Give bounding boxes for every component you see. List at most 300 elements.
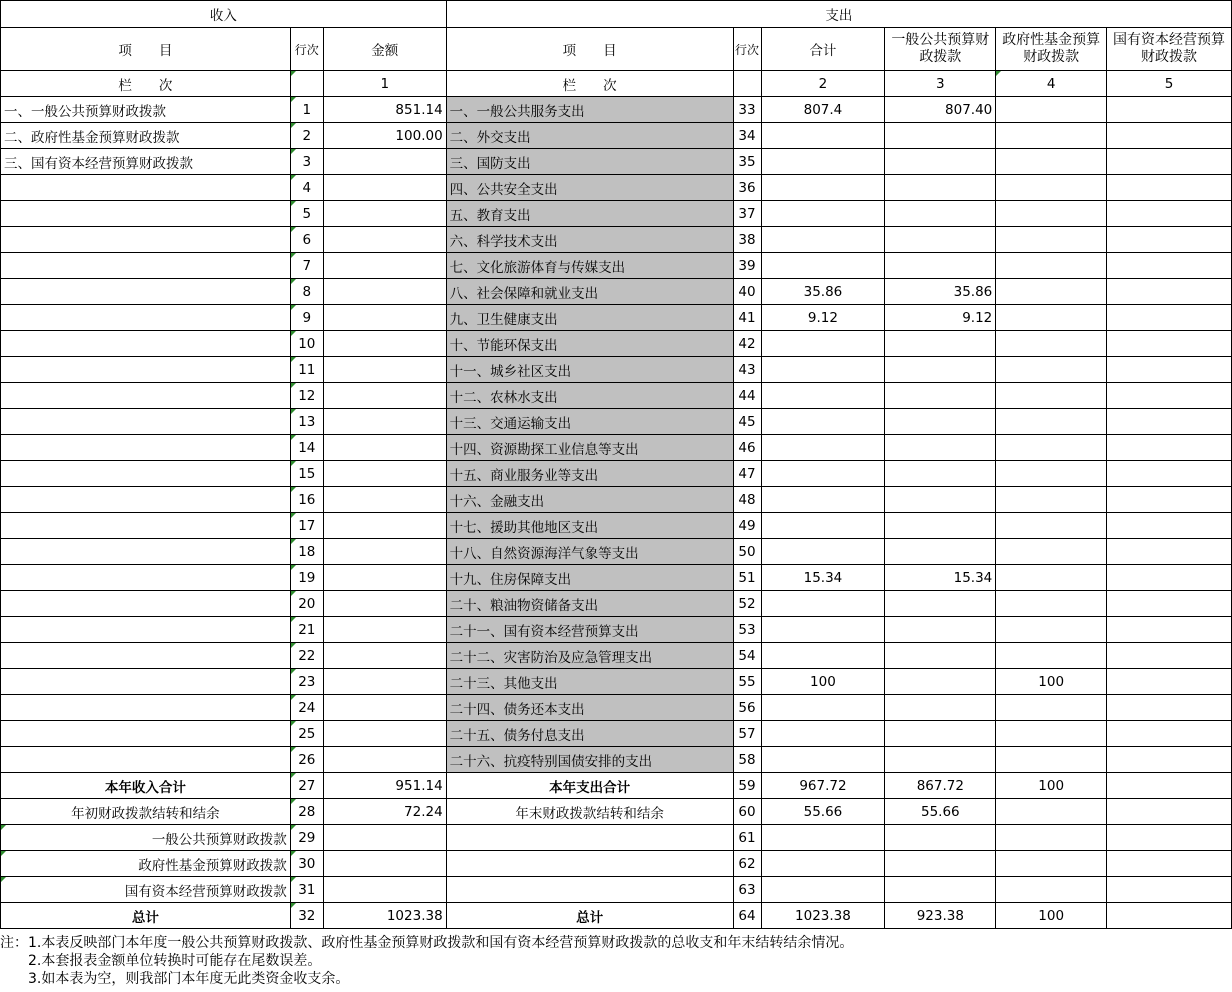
table-row xyxy=(1,331,1232,357)
income-amount xyxy=(323,513,446,539)
table-row xyxy=(1,201,1232,227)
summary-income-row-no: 31 xyxy=(290,877,323,903)
expense-general-budget xyxy=(885,617,996,643)
expense-row-no: 51 xyxy=(733,565,761,591)
expense-item: 八、社会保障和就业支出 xyxy=(446,279,733,305)
expense-item: 十七、援助其他地区支出 xyxy=(446,513,733,539)
expense-state-capital xyxy=(1107,643,1232,669)
income-amount xyxy=(323,357,446,383)
income-item: 二、政府性基金预算财政拨款 xyxy=(1,123,291,149)
table-row xyxy=(1,487,1232,513)
income-item xyxy=(1,357,291,383)
expense-row-no-header: 行次 xyxy=(733,28,761,71)
expense-state-capital xyxy=(1107,383,1232,409)
table-row xyxy=(1,175,1232,201)
expense-state-capital xyxy=(1107,721,1232,747)
expense-general-budget xyxy=(885,695,996,721)
summary-total: 967.72 xyxy=(761,773,885,799)
expense-total xyxy=(761,513,885,539)
summary-income-amount: 1023.38 xyxy=(323,903,446,929)
income-amount xyxy=(323,669,446,695)
expense-total xyxy=(761,227,885,253)
expense-gov-fund xyxy=(996,617,1107,643)
income-row-no: 12 xyxy=(290,383,323,409)
summary-state-capital xyxy=(1107,825,1232,851)
expense-total xyxy=(761,461,885,487)
expense-state-capital xyxy=(1107,461,1232,487)
expense-state-capital xyxy=(1107,539,1232,565)
expense-total: 807.4 xyxy=(761,97,885,123)
expense-row-no: 50 xyxy=(733,539,761,565)
expense-general-budget xyxy=(885,513,996,539)
expense-state-capital xyxy=(1107,487,1232,513)
expense-item: 二十一、国有资本经营预算支出 xyxy=(446,617,733,643)
expense-total xyxy=(761,591,885,617)
expense-row-no: 37 xyxy=(733,201,761,227)
table-row xyxy=(1,97,1232,123)
expense-gov-fund xyxy=(996,461,1107,487)
income-row-no: 13 xyxy=(290,409,323,435)
expense-gov-fund xyxy=(996,695,1107,721)
income-amount xyxy=(323,695,446,721)
expense-item: 三、国防支出 xyxy=(446,149,733,175)
expense-gov-fund xyxy=(996,565,1107,591)
expense-total xyxy=(761,539,885,565)
expense-total xyxy=(761,409,885,435)
summary-state-capital xyxy=(1107,773,1232,799)
summary-general-budget: 867.72 xyxy=(885,773,996,799)
income-item xyxy=(1,591,291,617)
income-item xyxy=(1,669,291,695)
summary-general-budget: 55.66 xyxy=(885,799,996,825)
expense-general-budget: 35.86 xyxy=(885,279,996,305)
income-amount xyxy=(323,201,446,227)
expense-state-capital xyxy=(1107,227,1232,253)
summary-total xyxy=(761,877,885,903)
income-amount xyxy=(323,409,446,435)
income-item: 三、国有资本经营预算财政拨款 xyxy=(1,149,291,175)
expense-gov-fund xyxy=(996,747,1107,773)
income-item xyxy=(1,279,291,305)
income-amount xyxy=(323,487,446,513)
summary-expense-item: 总计 xyxy=(446,903,733,929)
expense-row-no: 34 xyxy=(733,123,761,149)
expense-state-capital xyxy=(1107,279,1232,305)
state-capital-header: 国有资本经营预算财政拨款 xyxy=(1107,28,1232,71)
summary-expense-row-no: 63 xyxy=(733,877,761,903)
summary-gov-fund: 100 xyxy=(996,903,1107,929)
income-item xyxy=(1,305,291,331)
income-row-no: 9 xyxy=(290,305,323,331)
table-row xyxy=(1,461,1232,487)
expense-row-no: 40 xyxy=(733,279,761,305)
expense-state-capital xyxy=(1107,435,1232,461)
summary-row xyxy=(1,773,1232,799)
summary-row xyxy=(1,799,1232,825)
expense-general-budget xyxy=(885,487,996,513)
income-item xyxy=(1,487,291,513)
income-row-no: 7 xyxy=(290,253,323,279)
summary-income-item: 国有资本经营预算财政拨款 xyxy=(1,877,291,903)
summary-expense-row-no: 61 xyxy=(733,825,761,851)
expense-item: 六、科学技术支出 xyxy=(446,227,733,253)
summary-gov-fund xyxy=(996,825,1107,851)
expense-state-capital xyxy=(1107,305,1232,331)
expense-row-no: 57 xyxy=(733,721,761,747)
income-row-no: 20 xyxy=(290,591,323,617)
summary-state-capital xyxy=(1107,903,1232,929)
expense-general-budget xyxy=(885,409,996,435)
income-row-no: 14 xyxy=(290,435,323,461)
income-amount: 100.00 xyxy=(323,123,446,149)
summary-total xyxy=(761,825,885,851)
expense-general-budget xyxy=(885,591,996,617)
summary-income-amount xyxy=(323,877,446,903)
summary-gov-fund xyxy=(996,799,1107,825)
expense-total: 15.34 xyxy=(761,565,885,591)
income-item xyxy=(1,201,291,227)
expense-gov-fund xyxy=(996,331,1107,357)
expense-total: 35.86 xyxy=(761,279,885,305)
income-item xyxy=(1,643,291,669)
income-row-no: 10 xyxy=(290,331,323,357)
expense-gov-fund xyxy=(996,721,1107,747)
table-row xyxy=(1,565,1232,591)
column-index-1: 1 xyxy=(323,71,446,97)
expense-item: 二十三、其他支出 xyxy=(446,669,733,695)
expense-general-budget xyxy=(885,123,996,149)
expense-general-budget xyxy=(885,175,996,201)
expense-item: 十五、商业服务业等支出 xyxy=(446,461,733,487)
summary-income-row-no: 30 xyxy=(290,851,323,877)
expense-row-no: 53 xyxy=(733,617,761,643)
expense-row-no: 38 xyxy=(733,227,761,253)
expense-state-capital xyxy=(1107,695,1232,721)
income-item xyxy=(1,721,291,747)
expense-total: 9.12 xyxy=(761,305,885,331)
expense-gov-fund xyxy=(996,201,1107,227)
summary-state-capital xyxy=(1107,877,1232,903)
expense-general-budget xyxy=(885,461,996,487)
income-row-no: 11 xyxy=(290,357,323,383)
income-row-no-header: 行次 xyxy=(290,28,323,71)
summary-total: 1023.38 xyxy=(761,903,885,929)
summary-expense-item: 本年支出合计 xyxy=(446,773,733,799)
expense-total xyxy=(761,331,885,357)
expense-general-budget xyxy=(885,227,996,253)
summary-total: 55.66 xyxy=(761,799,885,825)
expense-state-capital xyxy=(1107,253,1232,279)
summary-income-row-no: 29 xyxy=(290,825,323,851)
expense-item: 十二、农林水支出 xyxy=(446,383,733,409)
expense-gov-fund xyxy=(996,227,1107,253)
summary-gov-fund: 100 xyxy=(996,773,1107,799)
expense-state-capital xyxy=(1107,591,1232,617)
column-index-3: 3 xyxy=(885,71,996,97)
expense-total xyxy=(761,149,885,175)
table-row xyxy=(1,305,1232,331)
expense-item: 十四、资源勘探工业信息等支出 xyxy=(446,435,733,461)
table-row xyxy=(1,409,1232,435)
column-index-2: 2 xyxy=(761,71,885,97)
summary-gov-fund xyxy=(996,851,1107,877)
income-amount xyxy=(323,643,446,669)
column-label-expense: 栏 次 xyxy=(446,71,733,97)
note-3: 3.如本表为空，则我部门本年度无此类资金收支余。 xyxy=(28,971,350,987)
income-amount xyxy=(323,435,446,461)
expense-state-capital xyxy=(1107,747,1232,773)
income-row-no: 5 xyxy=(290,201,323,227)
expense-gov-fund xyxy=(996,383,1107,409)
expense-general-budget xyxy=(885,331,996,357)
expense-general-budget xyxy=(885,721,996,747)
income-row-no: 21 xyxy=(290,617,323,643)
table-row xyxy=(1,513,1232,539)
expense-gov-fund xyxy=(996,175,1107,201)
summary-row xyxy=(1,851,1232,877)
expense-general-budget xyxy=(885,539,996,565)
income-item xyxy=(1,747,291,773)
income-row-no: 1 xyxy=(290,97,323,123)
expense-gov-fund xyxy=(996,487,1107,513)
table-row xyxy=(1,643,1232,669)
summary-general-budget xyxy=(885,825,996,851)
income-item xyxy=(1,461,291,487)
income-item xyxy=(1,409,291,435)
income-item xyxy=(1,383,291,409)
expense-item: 一、一般公共服务支出 xyxy=(446,97,733,123)
column-index-4: 4 xyxy=(996,71,1107,97)
income-item xyxy=(1,695,291,721)
income-row-no: 15 xyxy=(290,461,323,487)
income-amount xyxy=(323,747,446,773)
summary-income-row-no: 28 xyxy=(290,799,323,825)
summary-expense-item xyxy=(446,825,733,851)
expense-item: 十三、交通运输支出 xyxy=(446,409,733,435)
income-item xyxy=(1,617,291,643)
income-amount xyxy=(323,539,446,565)
expense-item: 二十五、债务付息支出 xyxy=(446,721,733,747)
income-row-no: 8 xyxy=(290,279,323,305)
table-row xyxy=(1,721,1232,747)
expense-row-no: 46 xyxy=(733,435,761,461)
expense-total xyxy=(761,643,885,669)
expense-general-budget xyxy=(885,643,996,669)
income-amount xyxy=(323,721,446,747)
table-row xyxy=(1,123,1232,149)
summary-income-item: 年初财政拨款结转和结余 xyxy=(1,799,291,825)
expense-total: 100 xyxy=(761,669,885,695)
general-budget-header: 一般公共预算财政拨款 xyxy=(885,28,996,71)
summary-general-budget: 923.38 xyxy=(885,903,996,929)
expense-gov-fund: 100 xyxy=(996,669,1107,695)
summary-expense-item xyxy=(446,851,733,877)
summary-state-capital xyxy=(1107,799,1232,825)
expense-gov-fund xyxy=(996,123,1107,149)
column-label-row-no xyxy=(290,71,323,97)
expense-row-no: 35 xyxy=(733,149,761,175)
expense-item: 二、外交支出 xyxy=(446,123,733,149)
income-amount xyxy=(323,279,446,305)
income-row-no: 23 xyxy=(290,669,323,695)
income-amount xyxy=(323,149,446,175)
summary-income-amount xyxy=(323,825,446,851)
table-row xyxy=(1,669,1232,695)
income-row-no: 24 xyxy=(290,695,323,721)
expense-item: 十一、城乡社区支出 xyxy=(446,357,733,383)
expense-gov-fund xyxy=(996,539,1107,565)
income-amount xyxy=(323,253,446,279)
summary-state-capital xyxy=(1107,851,1232,877)
expense-item: 十、节能环保支出 xyxy=(446,331,733,357)
expense-item: 九、卫生健康支出 xyxy=(446,305,733,331)
expense-row-no: 43 xyxy=(733,357,761,383)
expense-gov-fund xyxy=(996,149,1107,175)
income-amount xyxy=(323,617,446,643)
summary-income-amount: 72.24 xyxy=(323,799,446,825)
summary-income-amount xyxy=(323,851,446,877)
income-item xyxy=(1,331,291,357)
income-row-no: 25 xyxy=(290,721,323,747)
expense-row-no: 41 xyxy=(733,305,761,331)
summary-income-amount: 951.14 xyxy=(323,773,446,799)
income-amount: 851.14 xyxy=(323,97,446,123)
income-item xyxy=(1,565,291,591)
summary-expense-row-no: 59 xyxy=(733,773,761,799)
expense-item: 十九、住房保障支出 xyxy=(446,565,733,591)
expense-total xyxy=(761,721,885,747)
expense-general-budget xyxy=(885,201,996,227)
expense-state-capital xyxy=(1107,513,1232,539)
expense-state-capital xyxy=(1107,149,1232,175)
income-amount xyxy=(323,305,446,331)
income-amount xyxy=(323,383,446,409)
expense-total xyxy=(761,253,885,279)
income-row-no: 3 xyxy=(290,149,323,175)
expense-total xyxy=(761,123,885,149)
expense-row-no: 49 xyxy=(733,513,761,539)
expense-general-budget: 9.12 xyxy=(885,305,996,331)
expense-row-no: 42 xyxy=(733,331,761,357)
expense-state-capital xyxy=(1107,669,1232,695)
expense-gov-fund xyxy=(996,97,1107,123)
table-row xyxy=(1,253,1232,279)
expense-total xyxy=(761,201,885,227)
expense-item: 十八、自然资源海洋气象等支出 xyxy=(446,539,733,565)
expense-gov-fund xyxy=(996,305,1107,331)
expense-total xyxy=(761,383,885,409)
expense-item: 二十四、债务还本支出 xyxy=(446,695,733,721)
expense-total xyxy=(761,695,885,721)
expense-row-no: 52 xyxy=(733,591,761,617)
table-row xyxy=(1,435,1232,461)
expense-row-no: 36 xyxy=(733,175,761,201)
amount-header: 金额 xyxy=(323,28,446,71)
column-label: 栏 次 xyxy=(1,71,291,97)
summary-general-budget xyxy=(885,851,996,877)
income-row-no: 4 xyxy=(290,175,323,201)
expense-item-header: 项 目 xyxy=(446,28,733,71)
expense-gov-fund xyxy=(996,643,1107,669)
income-item xyxy=(1,175,291,201)
expense-general-budget xyxy=(885,747,996,773)
summary-expense-item xyxy=(446,877,733,903)
expense-general-budget xyxy=(885,435,996,461)
income-amount xyxy=(323,227,446,253)
table-row xyxy=(1,149,1232,175)
income-item xyxy=(1,539,291,565)
expense-state-capital xyxy=(1107,175,1232,201)
expense-state-capital xyxy=(1107,409,1232,435)
expense-item: 二十二、灾害防治及应急管理支出 xyxy=(446,643,733,669)
income-row-no: 18 xyxy=(290,539,323,565)
expense-general-budget xyxy=(885,383,996,409)
notes xyxy=(0,934,1232,988)
expense-gov-fund xyxy=(996,253,1107,279)
expense-row-no: 54 xyxy=(733,643,761,669)
note-1: 注：1.本表反映部门本年度一般公共预算财政拨款、政府性基金预算财政拨款和国有资本经营预算财政拨款的总收支和年末结转结余情况。 xyxy=(0,935,854,951)
income-amount xyxy=(323,175,446,201)
expense-gov-fund xyxy=(996,513,1107,539)
summary-income-item: 政府性基金预算财政拨款 xyxy=(1,851,291,877)
table-row xyxy=(1,617,1232,643)
expense-row-no: 39 xyxy=(733,253,761,279)
expense-item: 七、文化旅游体育与传媒支出 xyxy=(446,253,733,279)
summary-expense-row-no: 64 xyxy=(733,903,761,929)
summary-general-budget xyxy=(885,877,996,903)
table-row xyxy=(1,357,1232,383)
expense-item: 四、公共安全支出 xyxy=(446,175,733,201)
summary-income-item: 总计 xyxy=(1,903,291,929)
expense-gov-fund xyxy=(996,357,1107,383)
income-row-no: 16 xyxy=(290,487,323,513)
expense-state-capital xyxy=(1107,123,1232,149)
summary-row xyxy=(1,903,1232,929)
summary-income-item: 本年收入合计 xyxy=(1,773,291,799)
expense-gov-fund xyxy=(996,591,1107,617)
summary-expense-row-no: 60 xyxy=(733,799,761,825)
summary-gov-fund xyxy=(996,877,1107,903)
income-amount xyxy=(323,591,446,617)
table-row xyxy=(1,591,1232,617)
expense-row-no: 33 xyxy=(733,97,761,123)
expense-item: 二十、粮油物资储备支出 xyxy=(446,591,733,617)
expense-item: 五、教育支出 xyxy=(446,201,733,227)
expense-total xyxy=(761,487,885,513)
expense-row-no: 44 xyxy=(733,383,761,409)
income-header: 收入 xyxy=(1,1,447,28)
summary-total xyxy=(761,851,885,877)
expense-total xyxy=(761,747,885,773)
total-header: 合计 xyxy=(761,28,885,71)
income-item xyxy=(1,513,291,539)
summary-expense-row-no: 62 xyxy=(733,851,761,877)
income-item xyxy=(1,227,291,253)
table-row xyxy=(1,695,1232,721)
income-row-no: 17 xyxy=(290,513,323,539)
expense-row-no: 55 xyxy=(733,669,761,695)
income-amount xyxy=(323,331,446,357)
income-item-header: 项 目 xyxy=(1,28,291,71)
expense-gov-fund xyxy=(996,435,1107,461)
income-row-no: 26 xyxy=(290,747,323,773)
summary-income-item: 一般公共预算财政拨款 xyxy=(1,825,291,851)
expense-row-no: 45 xyxy=(733,409,761,435)
summary-income-row-no: 32 xyxy=(290,903,323,929)
note-2: 2.本套报表金额单位转换时可能存在尾数误差。 xyxy=(28,953,322,969)
expense-row-no: 56 xyxy=(733,695,761,721)
summary-row xyxy=(1,825,1232,851)
